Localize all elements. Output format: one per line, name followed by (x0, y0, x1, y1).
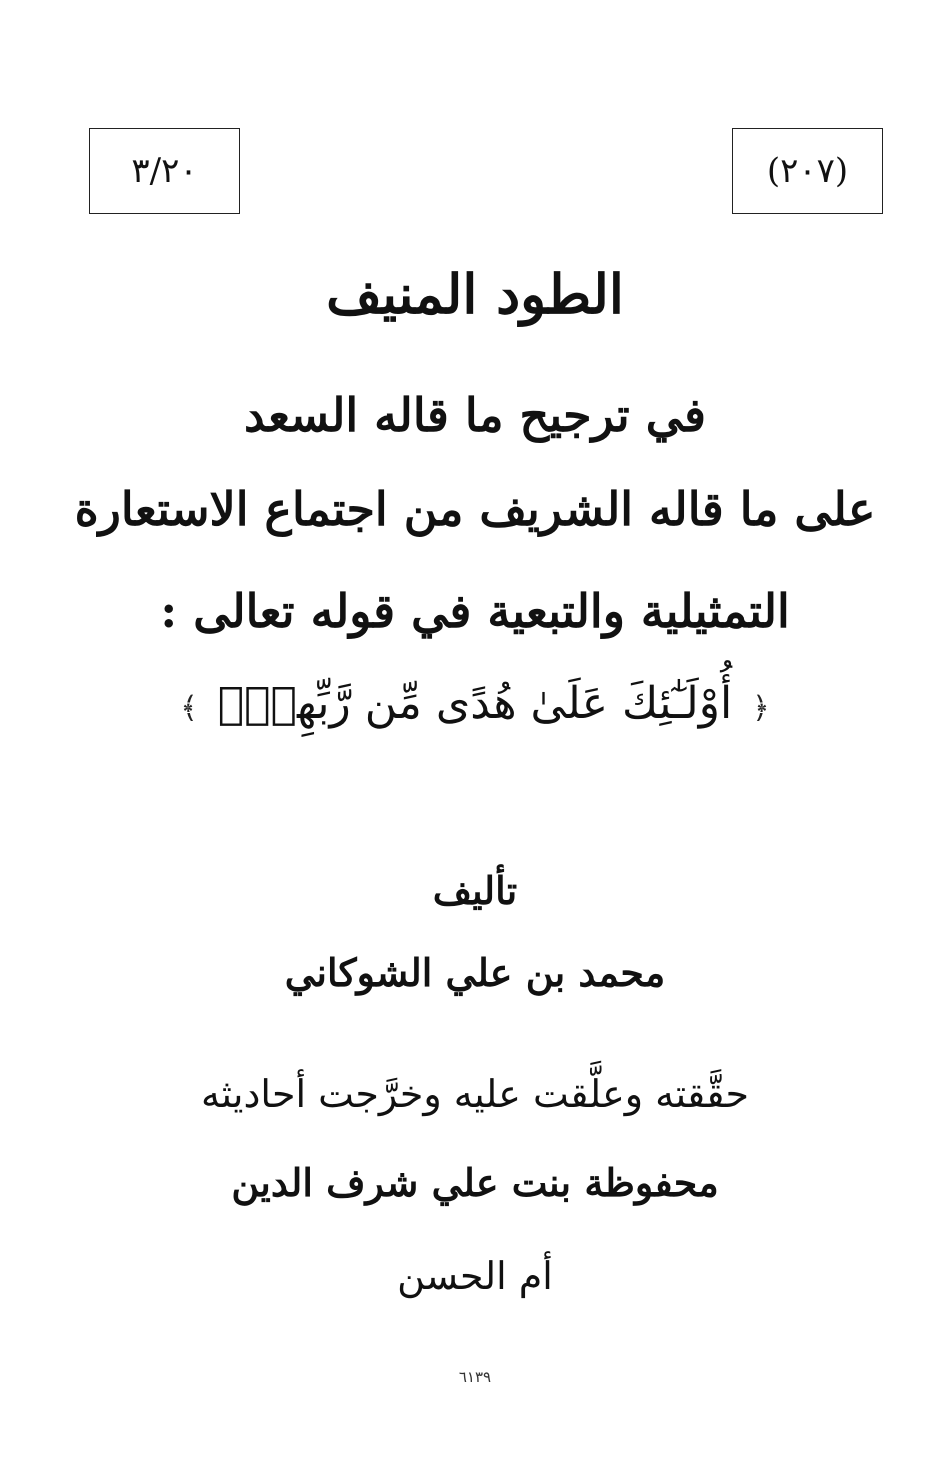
quran-verse (0, 678, 950, 729)
treatise-number-box (732, 128, 883, 214)
subtitle-line-2: على ما قاله الشريف من اجتماع الاستعارة (74, 482, 876, 536)
volume-part-box (89, 128, 240, 214)
editor-name: محفوظة بنت علي شرف الدين (231, 1160, 719, 1205)
subtitle-line-3: التمثيلية والتبعية في قوله تعالى : (160, 584, 790, 638)
treatise-number-label: (٢٠٧) (766, 151, 849, 191)
volume-part-label: ٣/٢٠ (131, 151, 198, 191)
author-name: محمد بن علي الشوكاني (284, 950, 666, 995)
page-number: ٦١٣٩ (458, 1368, 492, 1386)
editorial-note: حقَّقته وعلَّقت عليه وخرَّجت أحاديثه (201, 1072, 749, 1116)
verse-close-bracket: ﴾ (180, 691, 198, 726)
verse-text: أُوْلَـٰٓئِكَ عَلَىٰ هُدًى مِّن رَّبِّهِمْۖ (217, 678, 733, 729)
verse-open-bracket: ﴿ (752, 691, 770, 726)
editor-kunya: أم الحسن (397, 1254, 553, 1298)
book-title: الطود المنيف (326, 262, 624, 326)
authored-by-label: تأليف (432, 868, 518, 913)
subtitle-line-1: في ترجيح ما قاله السعد (243, 388, 707, 442)
